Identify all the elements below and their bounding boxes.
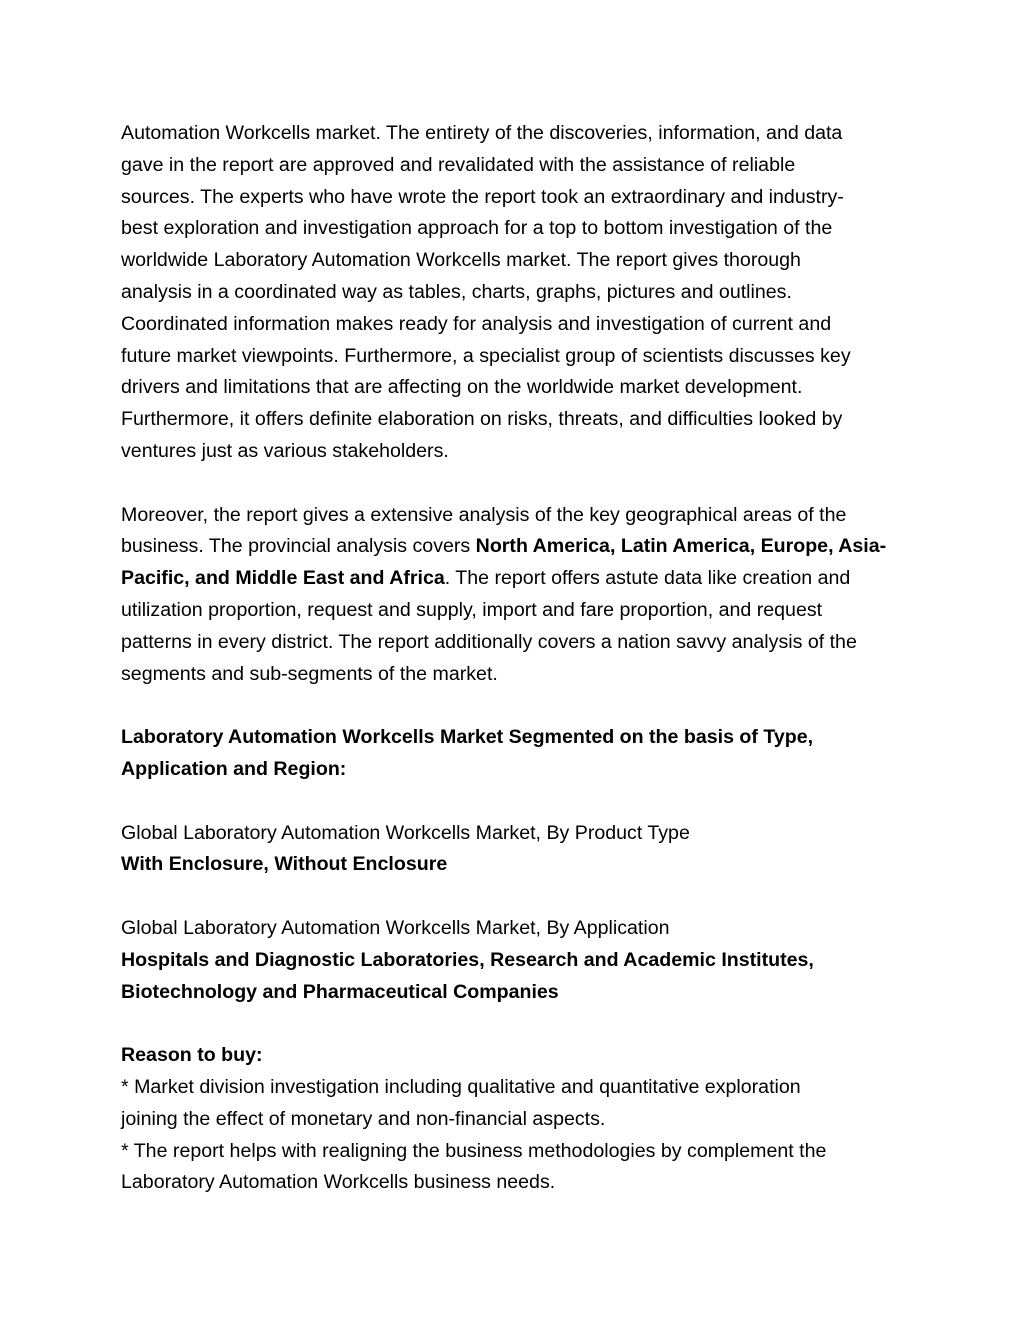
intro-line: drivers and limitations that are affecting on the worldwide market development. (121, 376, 803, 399)
intro-line: Automation Workcells market. The entirety of the discoveries, information, and data (121, 122, 843, 144)
intro-paragraph (121, 118, 911, 468)
regions-bold: North America, Latin America, Europe, Asia- (475, 535, 887, 558)
reason-item: joining the effect of monetary and non-financial aspects. (121, 1107, 606, 1130)
intro-line: future market viewpoints. Furthermore, a specialist group of scientists discusses key (121, 344, 851, 367)
document-page (121, 118, 911, 1199)
intro-line: sources. The experts who have wrote the report took an extraordinary and industry- (121, 185, 844, 208)
regional-line: patterns in every district. The report additionally covers a nation savvy analysis of the (121, 630, 857, 653)
application-values: Biotechnology and Pharmaceutical Companies (121, 980, 559, 1003)
product-type-values: With Enclosure, Without Enclosure (121, 853, 448, 876)
regional-line: business. The provincial analysis covers (121, 535, 476, 558)
regions-bold: Pacific, and Middle East and Africa (121, 567, 445, 590)
intro-line: worldwide Laboratory Automation Workcells market. The report gives thorough (121, 249, 801, 272)
reason-to-buy-block (121, 1040, 911, 1199)
reason-item: * The report helps with realigning the business methodologies by complement the (121, 1139, 827, 1162)
intro-line: Coordinated information makes ready for analysis and investigation of current and (121, 312, 832, 335)
product-type-block (121, 818, 911, 882)
regional-paragraph (121, 500, 911, 691)
application-values: Hospitals and Diagnostic Laboratories, Research and Academic Institutes, (121, 948, 814, 971)
intro-line: best exploration and investigation approach for a top to bottom investigation of the (121, 217, 833, 240)
intro-line: Furthermore, it offers definite elaboration on risks, threats, and difficulties looked by (121, 408, 843, 431)
intro-line: analysis in a coordinated way as tables, charts, graphs, pictures and outlines. (121, 280, 792, 303)
intro-line: ventures just as various stakeholders. (121, 439, 449, 462)
segmentation-heading-line: Laboratory Automation Workcells Market Segmented on the basis of Type, (121, 726, 814, 749)
regional-line: Moreover, the report gives a extensive analysis of the key geographical areas of the (121, 503, 847, 526)
reason-to-buy-heading: Reason to buy: (121, 1044, 263, 1067)
product-type-label: Global Laboratory Automation Workcells Market, By Product Type (121, 821, 690, 844)
regional-line: . The report offers astute data like creation and (444, 567, 851, 590)
segmentation-heading (121, 722, 911, 786)
regional-line: segments and sub-segments of the market. (121, 662, 498, 685)
regional-line: utilization proportion, request and supply, import and fare proportion, and request (121, 598, 823, 621)
application-label: Global Laboratory Automation Workcells Market, By Application (121, 916, 670, 939)
segmentation-heading-line: Application and Region: (121, 757, 347, 780)
reason-item: * Market division investigation including qualitative and quantitative exploration (121, 1075, 801, 1098)
application-block (121, 913, 911, 1008)
reason-item: Laboratory Automation Workcells business needs. (121, 1171, 556, 1194)
intro-line: gave in the report are approved and revalidated with the assistance of reliable (121, 153, 796, 176)
